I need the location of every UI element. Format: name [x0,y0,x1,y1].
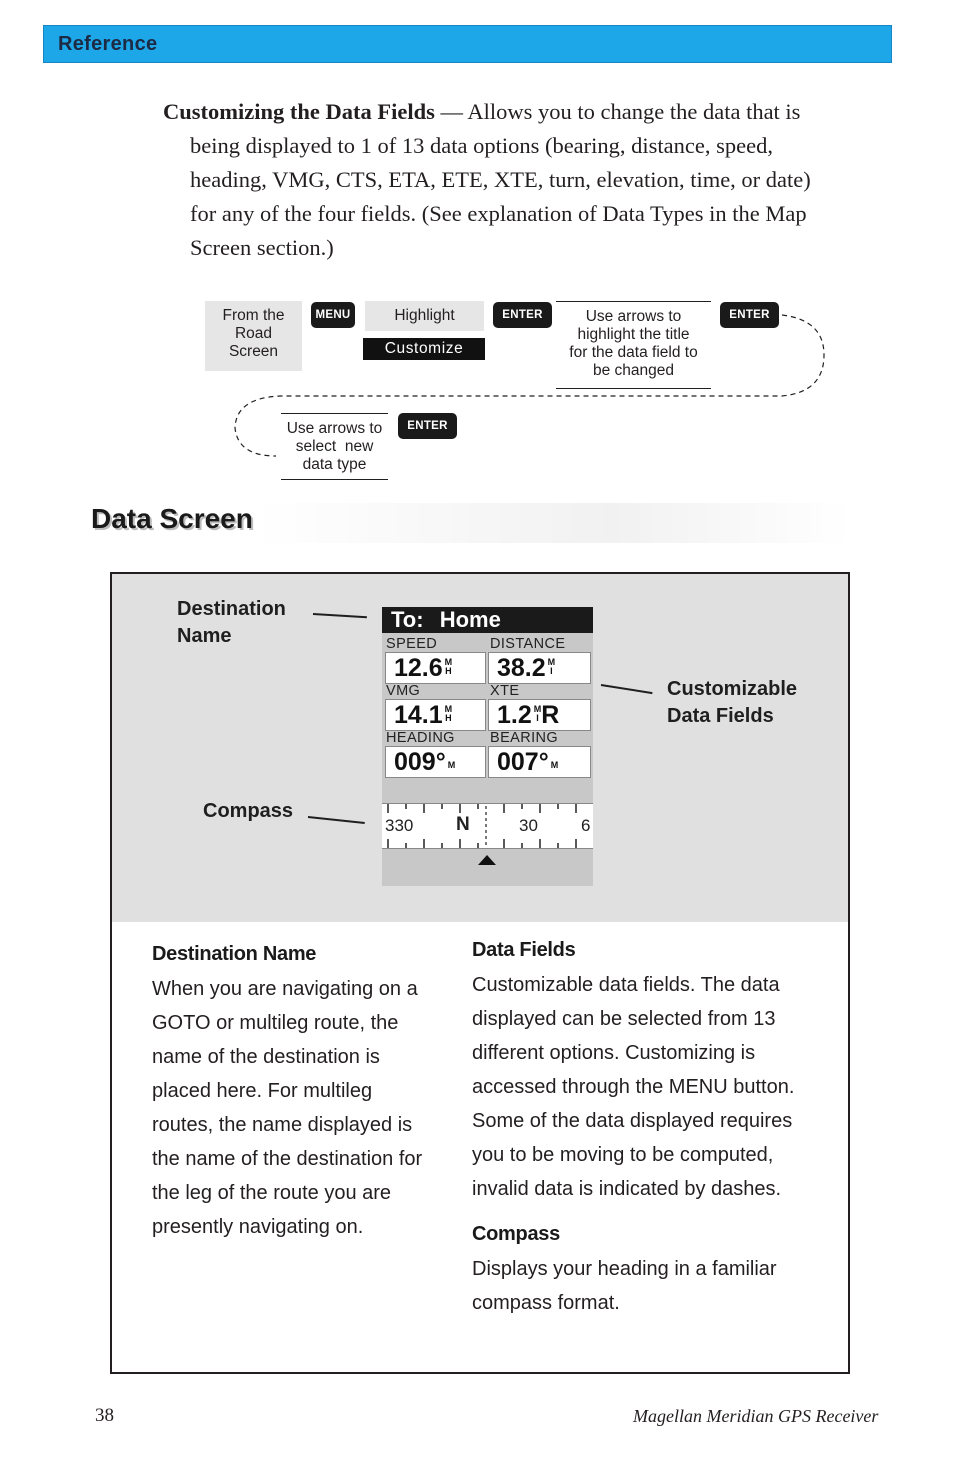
device-illustration-area [112,574,848,922]
field-unit [548,658,556,676]
destination-title-bar [382,607,593,633]
field-unit [448,752,456,770]
enter-key-icon: ENTER [720,302,779,328]
field-unit [445,658,453,676]
field-value: 007° [497,748,549,776]
compass-text [472,1252,777,1320]
intro-line-2: being displayed to 1 of 13 data options (bearing, distance, speed, [190,133,773,158]
flow-step4-line-2: select new [295,438,374,455]
enter-key-icon: ENTER [493,302,552,328]
field-unit [551,752,559,770]
intro-line-3: heading, VMG, CTS, ETA, ETE, XTE, turn, elevation, time, or date) [190,167,811,192]
compass-label: 330 [385,816,414,835]
data-fields-text [472,968,794,1206]
field-unit [445,705,453,723]
flow-step3-line-3: for the data field to [569,344,698,361]
flow-start-line-1: From the [222,307,285,324]
section-title-band [255,503,850,543]
desc-line: Displays your heading in a familiar [472,1258,777,1280]
desc-line: different options. Customizing is [472,1042,756,1064]
leader-line [308,816,365,824]
unit-top: M [547,657,556,667]
field-value: 009° [394,748,446,776]
desc-line: When you are navigating on a [152,978,418,1000]
compass-strip [382,803,593,849]
compass-north-label: N [456,814,470,835]
desc-line: the name of the destination for [152,1148,423,1170]
compass-heading: Compass [472,1223,560,1245]
unit-bottom: H [445,666,452,676]
flow-step3-line-4: be changed [592,362,675,379]
callout-destination-line-2: Name [177,625,232,647]
compass-label: 6 [581,816,591,835]
unit-bottom: M [447,760,456,770]
section-header-title: Reference [58,33,158,55]
unit-top: M [444,704,453,714]
desc-line: you to be moving to be computed, [472,1144,774,1166]
flow-step-select-field [556,301,711,389]
flow-step4-line-1: Use arrows to [286,420,383,437]
callout-destination-line-1: Destination [177,598,286,620]
desc-line: accessed through the MENU button. [472,1076,795,1098]
flow-start-line-2: Road [234,325,273,342]
desc-line: routes, the name displayed is [152,1114,413,1136]
desc-line: placed here. For multileg [152,1080,373,1102]
field-label: SPEED [386,636,438,652]
destination-prefix: To: [391,607,424,632]
section-title: Data Screen [91,503,253,534]
desc-line: compass format. [472,1292,620,1314]
data-field [488,699,591,731]
desc-line: Customizable data fields. The data [472,974,780,996]
data-fields-heading: Data Fields [472,939,576,961]
enter-key-icon: ENTER [398,413,457,439]
leader-line [601,684,653,694]
compass-label: 30 [519,816,538,835]
data-screen-panel [110,572,850,1374]
data-field [385,746,486,778]
callout-compass: Compass [203,800,294,822]
flow-step3-line-2: highlight the title [577,326,690,343]
callout-fields-line-1: Customizable [667,678,798,700]
flow-step3-line-1: Use arrows to [585,308,682,325]
destination-name-text [152,972,422,1244]
destination-name: Home [439,607,501,632]
desc-line: displayed can be selected from 13 [472,1008,776,1030]
page-number: 38 [95,1405,114,1426]
intro-heading: Customizing the Data Fields [163,99,435,124]
destination-name-heading: Destination Name [152,943,317,965]
flow-highlight-label: Highlight [394,307,455,324]
intro-line-5: Screen section.) [190,235,334,260]
unit-top: M [533,704,542,714]
flow-customize-label: Customize [363,338,485,360]
unit-bottom: I [550,666,553,676]
flow-step-start [205,301,302,371]
callout-customizable-fields [667,676,797,730]
flow-step-highlight [365,301,484,331]
field-suffix: R [541,701,560,729]
gps-data-screen [382,607,593,886]
unit-bottom: H [445,713,452,723]
flow-start-line-3: Screen [228,343,279,360]
field-label: HEADING [386,730,455,746]
desc-line: invalid data is indicated by dashes. [472,1178,782,1200]
desc-line: Some of the data displayed requires [472,1110,793,1132]
data-field [385,699,486,731]
callout-destination-name [177,596,286,650]
field-label: BEARING [490,730,559,746]
field-value: 14.1 [394,701,443,729]
desc-line: the leg of the route you are [152,1182,392,1204]
field-label: VMG [386,683,421,699]
flow-step4-line-3: data type [302,456,367,473]
unit-top: M [444,657,453,667]
unit-bottom: I [536,713,539,723]
heading-pointer-icon [478,855,496,865]
intro-line-1: — Allows you to change the data that is [434,99,801,124]
intro-paragraph [163,95,863,265]
field-value: 38.2 [497,654,546,682]
field-label: DISTANCE [490,636,566,652]
desc-line: name of the destination is [152,1046,380,1068]
leader-line [313,613,367,618]
footer-title: Magellan Meridian GPS Receiver [633,1406,879,1426]
intro-line-4: for any of the four fields. (See explanation of Data Types in the Map [190,201,807,226]
data-field [488,652,591,684]
data-field [488,746,591,778]
field-label: XTE [490,683,520,699]
data-field [385,652,486,684]
flow-step-select-type [281,413,388,480]
desc-line: GOTO or multileg route, the [152,1012,399,1034]
menu-key-icon: MENU [311,302,355,328]
desc-line: presently navigating on. [152,1216,364,1238]
section-header-bar [43,25,892,63]
field-value: 1.2 [497,701,532,729]
callout-fields-line-2: Data Fields [667,705,774,727]
unit-bottom: M [550,760,559,770]
field-value: 12.6 [394,654,443,682]
